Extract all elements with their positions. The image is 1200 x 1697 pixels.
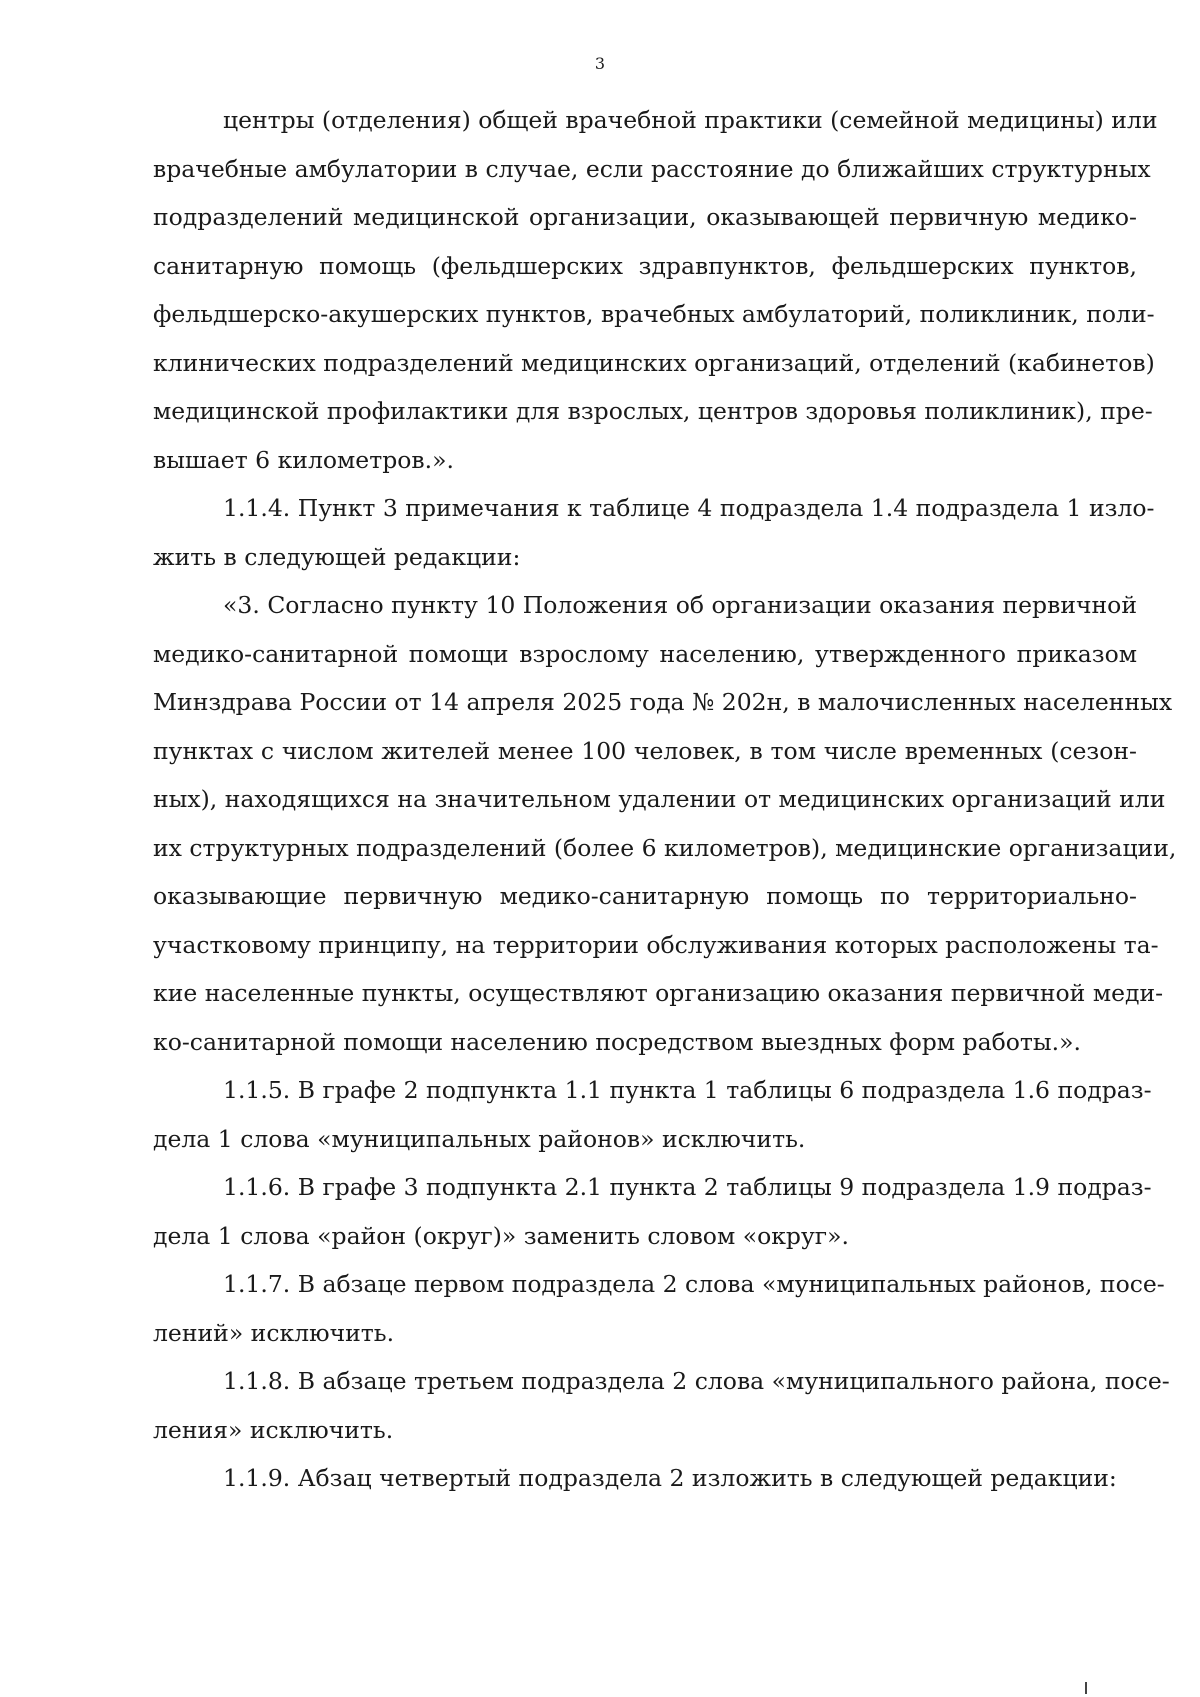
- paragraph-line: 1.1.6. В графе 3 подпункта 2.1 пункта 2 таблицы 9 подраздела 1.9 подраз-: [223, 1173, 1152, 1201]
- paragraph: [153, 1454, 1137, 1503]
- paragraph: [153, 96, 1158, 484]
- paragraph-line: 1.1.5. В графе 2 подпункта 1.1 пункта 1 таблицы 6 подраздела 1.6 подраз-: [223, 1076, 1152, 1104]
- paragraph-line: клинических подразделений медицинских организаций, отделений (кабинетов): [153, 348, 1155, 377]
- paragraph-line: лений» исключить.: [153, 1318, 395, 1347]
- paragraph-line: оказывающие первичную медико-санитарную помощь по территориально-: [153, 882, 1137, 910]
- paragraph-line: 1.1.4. Пункт 3 примечания к таблице 4 подраздела 1.4 подраздела 1 изло-: [223, 494, 1155, 522]
- paragraph-line: ко-санитарной помощи населению посредством выездных форм работы.».: [153, 1027, 1081, 1056]
- paragraph-line: медико-санитарной помощи взрослому населению, утвержденного приказом: [153, 639, 1137, 668]
- paragraph-line: жить в следующей редакции:: [153, 542, 521, 571]
- paragraph-line: кие населенные пункты, осуществляют организацию оказания первичной меди-: [153, 979, 1164, 1007]
- paragraph: [153, 1260, 1165, 1357]
- paragraph: [153, 1357, 1170, 1454]
- paragraph-line: их структурных подразделений (более 6 километров), медицинские организации,: [153, 833, 1177, 862]
- paragraph-line: 1.1.8. В абзаце третьем подраздела 2 слова «муниципального района, посе-: [223, 1367, 1170, 1395]
- document-body: [153, 96, 1177, 1503]
- paragraph: [153, 484, 1155, 581]
- paragraph-line: участковому принципу, на территории обслуживания которых расположены та-: [153, 930, 1159, 959]
- paragraph: [153, 581, 1177, 1066]
- paragraph-line: санитарную помощь (фельдшерских здравпунктов, фельдшерских пунктов,: [153, 251, 1137, 280]
- paragraph: [153, 1163, 1152, 1260]
- paragraph-line: подразделений медицинской организации, оказывающей первичную медико-: [153, 203, 1137, 231]
- paragraph-line: дела 1 слова «муниципальных районов» исключить.: [153, 1124, 806, 1153]
- paragraph-line: центры (отделения) общей врачебной практики (семейной медицины) или: [223, 106, 1158, 134]
- paragraph-line: 1.1.9. Абзац четвертый подраздела 2 изложить в следующей редакции:: [223, 1464, 1117, 1492]
- margin-mark: [1085, 1682, 1087, 1694]
- paragraph-line: Минздрава России от 14 апреля 2025 года № 202н, в малочисленных населенных: [153, 688, 1173, 716]
- paragraph-line: вышает 6 километров.».: [153, 445, 454, 474]
- paragraph-line: фельдшерско-акушерских пунктов, врачебных амбулаторий, поликлиник, поли-: [153, 300, 1155, 328]
- paragraph-line: ления» исключить.: [153, 1415, 394, 1444]
- paragraph-line: пунктах с числом жителей менее 100 человек, в том числе временных (сезон-: [153, 736, 1137, 765]
- paragraph-line: ных), находящихся на значительном удалении от медицинских организаций или: [153, 785, 1166, 813]
- paragraph-line: дела 1 слова «район (округ)» заменить словом «округ».: [153, 1221, 849, 1250]
- paragraph-line: медицинской профилактики для взрослых, центров здоровья поликлиник), пре-: [153, 397, 1153, 425]
- paragraph-line: 1.1.7. В абзаце первом подраздела 2 слова «муниципальных районов, посе-: [223, 1270, 1165, 1298]
- page-number: 3: [594, 54, 606, 73]
- paragraph: [153, 1066, 1152, 1163]
- paragraph-line: врачебные амбулатории в случае, если расстояние до ближайших структурных: [153, 154, 1151, 183]
- paragraph-line: «3. Согласно пункту 10 Положения об организации оказания первичной: [223, 591, 1137, 619]
